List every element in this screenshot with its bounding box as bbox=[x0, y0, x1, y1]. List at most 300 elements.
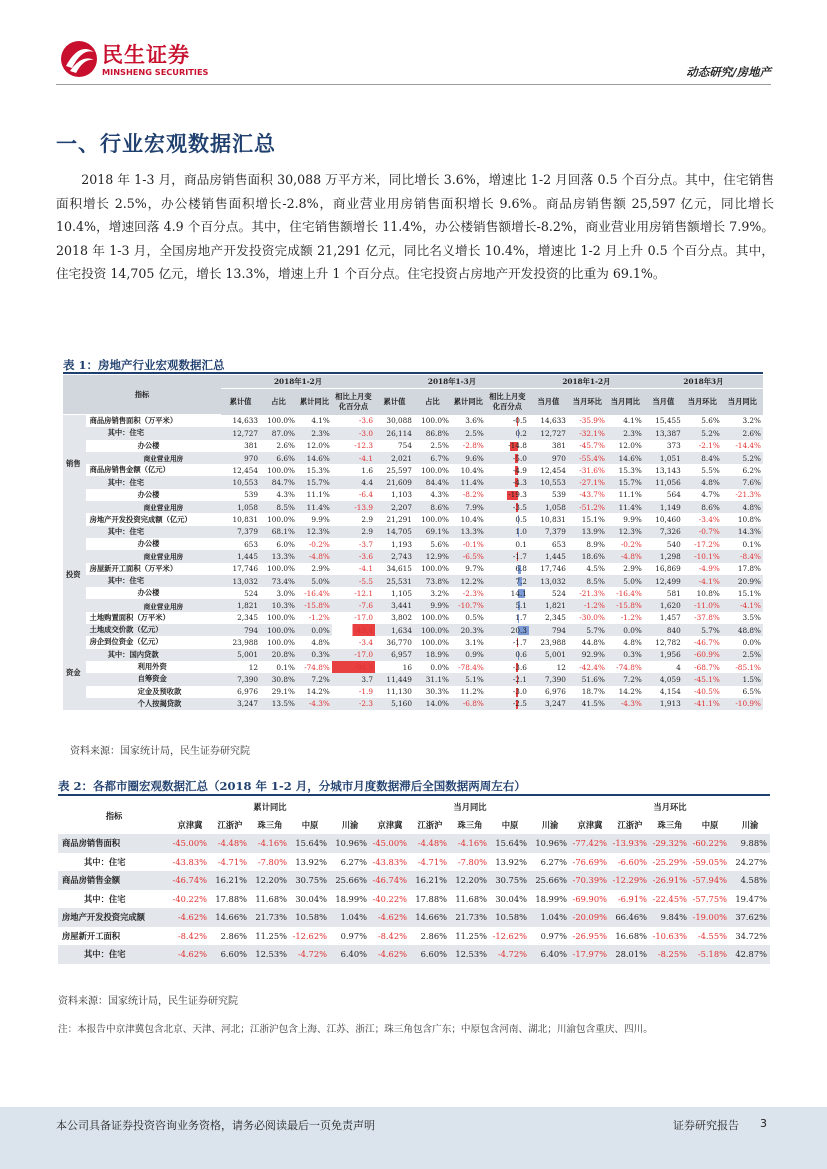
company-logo bbox=[58, 38, 218, 82]
table1-cell: -0.2% bbox=[620, 539, 642, 549]
table1-subheader: 占比 bbox=[260, 389, 297, 415]
table2-cell: -20.09% bbox=[570, 908, 610, 927]
table2-cell: -4.62% bbox=[170, 945, 210, 964]
table1-cell: 6.2% bbox=[742, 465, 761, 475]
table2-cell: 37.62% bbox=[730, 908, 770, 927]
table1-cell: 2,743 bbox=[375, 550, 414, 562]
table1-cell bbox=[486, 575, 529, 587]
table1-cell: 3,247 bbox=[529, 698, 568, 710]
table1-cell: 9.9% bbox=[414, 599, 451, 611]
table1-cell: -7.6 bbox=[332, 599, 375, 611]
intro-paragraph bbox=[56, 168, 774, 286]
table1-cell: 9.9% bbox=[623, 515, 642, 525]
table2-cell: -45.00% bbox=[370, 834, 410, 853]
table1-row-label: 办公楼 bbox=[137, 440, 160, 450]
table1-cell: 48.8% bbox=[722, 624, 763, 636]
table1-cell: 100.0% bbox=[267, 564, 295, 574]
table1-cell: 5.6% bbox=[701, 416, 720, 426]
table2-cell: 16.21% bbox=[210, 871, 250, 890]
table1-cell: 7.9% bbox=[451, 501, 486, 513]
table2-cell: -7.80% bbox=[257, 856, 287, 867]
table1-cell: -16.4% bbox=[616, 588, 642, 598]
table2-cell: 4.58% bbox=[730, 871, 770, 890]
table2-cell: 30.04% bbox=[495, 893, 527, 904]
table1-cell bbox=[486, 427, 529, 439]
table1-cell: 5.0% bbox=[297, 575, 332, 587]
table1-cell: 7,326 bbox=[644, 526, 683, 538]
table1-cell: 10,553 bbox=[529, 476, 568, 488]
table2-cell: 0.97% bbox=[340, 930, 367, 941]
table1-cell bbox=[486, 599, 529, 611]
table1-cell: 10.8% bbox=[737, 515, 761, 525]
table1-cell: 30.3% bbox=[425, 687, 449, 697]
table1-cell: -13.9 bbox=[332, 501, 375, 513]
table1-cell: -3.4% bbox=[698, 515, 720, 525]
table1-cell: 15.3% bbox=[306, 465, 330, 475]
table1-cell: 100.0% bbox=[421, 465, 449, 475]
table1-cell: 1,051 bbox=[644, 452, 683, 464]
table1-cell: -3.4 bbox=[358, 637, 373, 647]
table1-cell: -85.1% bbox=[735, 662, 761, 672]
table2-cell: -8.42% bbox=[177, 930, 207, 941]
table1-cell: -31.6% bbox=[579, 465, 605, 475]
table1-cell: 100.0% bbox=[267, 613, 295, 623]
table1-cell: 20.3% bbox=[451, 624, 486, 636]
table1-row-label: 房企到位资金（亿元） bbox=[89, 637, 163, 647]
table1-cell: -45.7% bbox=[579, 441, 605, 451]
table2-cell: -40.22% bbox=[172, 893, 207, 904]
table2-region-header: 中原 bbox=[490, 816, 530, 834]
table1-cell: 13,143 bbox=[655, 465, 681, 475]
table1-cell: 84.4% bbox=[414, 476, 451, 488]
table1-cell: 4.8% bbox=[722, 501, 763, 513]
table2-source: 资料来源：国家统计局，民生证券研究院 bbox=[58, 996, 238, 1007]
table1-cell: 4.4 bbox=[332, 476, 375, 488]
table2-cell: -6.60% bbox=[617, 856, 647, 867]
table1-cell: 13,032 bbox=[529, 575, 568, 587]
table-row bbox=[63, 513, 763, 525]
table1-cell: 2.9 bbox=[361, 515, 373, 525]
table1-cell: 4.1% bbox=[311, 416, 330, 426]
table2-row-label: 其中：住宅 bbox=[58, 945, 170, 964]
table-row bbox=[63, 649, 763, 661]
table2-cell: 6.40% bbox=[530, 945, 570, 964]
intro-text: 2018 年 1-3 月，商品房销售面积 30,088 万平方米，同比增长 3.6%，增速比 1-2 月回落 0.5 个百分点。其中，住宅销售面积增长 2.5%，办公楼销售面积增长-2.8%，商业营业用房销售面积增长 9.6%。商品房销售额 25,597 亿元，同比增长 10.4%，增速回落 4.9 个百分点。其中，住宅销售额增长 11.4%，办公楼销售额增长-8.2%，商业营业用房销售额增长 7.9%。2018 年 1-3 月，全国房地产开发投资完成额 21,291 亿元，同比名义增长 10.4%，增速比 1-2 月上升 0.5 个百分点。其中，住宅投资 14,705 亿元，增长 13.3%，增速上升 1 个百分点。住宅投资占房地产开发投资的比重为 69.1%。 bbox=[56, 172, 774, 282]
table-row bbox=[58, 945, 770, 964]
table2-cell: -12.29% bbox=[610, 871, 650, 890]
table2-cell: -10.63% bbox=[652, 930, 687, 941]
table2-cell: 14.66% bbox=[410, 908, 450, 927]
table1-cell: 12.0% bbox=[306, 441, 330, 451]
table1-cell: 100.0% bbox=[267, 515, 295, 525]
table2-cell: -12.62% bbox=[492, 930, 527, 941]
table1-cell: 1.6 bbox=[361, 465, 373, 475]
section-title: 一、行业宏观数据汇总 bbox=[56, 131, 276, 156]
table1-cell: -2.3 bbox=[332, 698, 375, 710]
table1-caption: 表 1：房地产行业宏观数据汇总 bbox=[63, 358, 225, 372]
table2-cell: -6.91% bbox=[617, 893, 647, 904]
table2-region-header: 江浙沪 bbox=[210, 816, 250, 834]
delta-value: 5.1 bbox=[515, 601, 527, 611]
table1-cell: -1.9 bbox=[358, 687, 373, 697]
table2-row-label: 商品房销售面积 bbox=[58, 834, 170, 853]
table1-cell: -17.0 bbox=[354, 613, 373, 623]
table1-cell: 754 bbox=[398, 441, 412, 451]
table1-cell: 36,770 bbox=[386, 637, 412, 647]
table1-row-label: 其中：国内贷款 bbox=[86, 649, 221, 661]
table1-cell: -8.4% bbox=[722, 550, 763, 562]
table1-cell: 7,379 bbox=[529, 526, 568, 538]
table1-cell: 2.5% bbox=[430, 441, 449, 451]
table1-cell: 6,976 bbox=[545, 687, 566, 697]
table1-cell: 15.7% bbox=[607, 476, 644, 488]
table1-cell bbox=[486, 538, 529, 550]
table1-cell: 794 bbox=[529, 624, 568, 636]
table-row bbox=[58, 871, 770, 890]
table1-subheader: 相比上月变化百分点 bbox=[332, 389, 375, 415]
table1-row-label: 个人按揭贷款 bbox=[86, 698, 221, 710]
table1-cell: 6,976 bbox=[237, 687, 259, 697]
table1-cell: 8.6% bbox=[683, 501, 722, 513]
table1-cell: 13,032 bbox=[221, 575, 260, 587]
table1-cell: -41.1% bbox=[683, 698, 722, 710]
table1-cell: -5.5 bbox=[332, 575, 375, 587]
table1-row-label: 其中：住宅 bbox=[86, 575, 221, 587]
table1-cell: 16 bbox=[402, 662, 412, 672]
table1-cell: 1.5% bbox=[722, 673, 763, 685]
table1-cell: 10,460 bbox=[655, 515, 681, 525]
table1-cell: -1.2% bbox=[308, 613, 330, 623]
table1-cell: 1,634 bbox=[375, 624, 414, 636]
table2-cell: 10.58% bbox=[290, 908, 330, 927]
table1-cell: 5,001 bbox=[221, 649, 260, 661]
delta-value: 0.6 bbox=[515, 650, 527, 660]
table1-cell: 5.2% bbox=[722, 452, 763, 464]
table1-cell: 11.4% bbox=[451, 476, 486, 488]
table1-period-header: 2018年1-2月 bbox=[221, 375, 375, 389]
table1-cell: 7.2% bbox=[297, 673, 332, 685]
delta-value: -3.5 bbox=[512, 502, 527, 512]
delta-value: -2.5 bbox=[512, 699, 527, 709]
delta-value: 7.2 bbox=[515, 576, 527, 586]
table1-cell: 12.9% bbox=[414, 550, 451, 562]
footer-disclaimer: 本公司具备证券投资咨询业务资格，请务必阅读最后一页免责声明 bbox=[56, 1119, 375, 1132]
table2-cell: -29.32% bbox=[650, 834, 690, 853]
table2-note: 注：本报告中京津冀包含北京、天津、河北；江浙沪包含上海、江苏、浙江；珠三角包含广东；中原包含河南、湖北；川渝包含重庆、四川。 bbox=[58, 1024, 653, 1035]
table2-period-header: 累计同比 bbox=[170, 798, 370, 816]
table1-cell: 2.5% bbox=[722, 649, 763, 661]
table1-cell: 14.0% bbox=[414, 698, 451, 710]
table2-cell: 11.25% bbox=[255, 930, 287, 941]
table1-cell: 21,609 bbox=[375, 476, 414, 488]
table1-period-header: 2018年3月 bbox=[644, 375, 763, 389]
table1-cell: 4.5% bbox=[586, 564, 605, 574]
delta-value: -0.5 bbox=[512, 416, 527, 426]
table1-cell: 10,831 bbox=[540, 515, 566, 525]
table1-cell: 6,957 bbox=[375, 649, 414, 661]
table1-cell: 12 bbox=[556, 662, 566, 672]
table1-cell: 20.9% bbox=[722, 575, 763, 587]
table1-cell: 13.9% bbox=[568, 526, 607, 538]
table-row bbox=[63, 452, 763, 464]
table1-cell: -32.1% bbox=[568, 427, 607, 439]
table1-cell: 2.9% bbox=[623, 564, 642, 574]
table1-cell bbox=[486, 513, 529, 525]
table2-region-header: 中原 bbox=[290, 816, 330, 834]
table1-cell: 14,633 bbox=[232, 416, 259, 426]
delta-value: -5.0 bbox=[512, 453, 527, 463]
table1-cell: -1.2% bbox=[620, 613, 642, 623]
table2-cell: 2.86% bbox=[220, 930, 247, 941]
table1-cell: 1,956 bbox=[644, 649, 683, 661]
table1-cell: -15.8% bbox=[297, 599, 332, 611]
table1-cell: 41.5% bbox=[568, 698, 607, 710]
table1-row-label: 其中：住宅 bbox=[86, 526, 221, 538]
table1-cell: 100.0% bbox=[421, 637, 449, 647]
table1-row-label: 土地成交价款（亿元） bbox=[86, 624, 221, 636]
table1-cell: 8.4% bbox=[683, 452, 722, 464]
table1-cell: 17.8% bbox=[737, 564, 761, 574]
table2-cell: 11.25% bbox=[455, 930, 487, 941]
table2-cell: -12.62% bbox=[292, 930, 327, 941]
table1-cell: 11.4% bbox=[607, 501, 644, 513]
table1-subheader: 当月值 bbox=[529, 389, 568, 415]
table1-cell: 1,913 bbox=[644, 698, 683, 710]
table2-cell: -22.45% bbox=[652, 893, 687, 904]
table1-cell: 539 bbox=[551, 490, 566, 500]
table1-cell: 4,059 bbox=[644, 673, 683, 685]
table2-cell: 15.64% bbox=[290, 834, 330, 853]
table1-cell: -74.8% bbox=[616, 662, 642, 672]
table2-period-header: 当月环比 bbox=[570, 798, 770, 816]
table-row bbox=[63, 686, 763, 698]
delta-value: 14.1 bbox=[510, 588, 527, 598]
table1-cell: 31.1% bbox=[414, 673, 451, 685]
table1-cell: -60.9% bbox=[683, 649, 722, 661]
table1-cell: -37.8% bbox=[694, 613, 720, 623]
table1-cell: 4,154 bbox=[659, 687, 681, 697]
table2-cell: -45.00% bbox=[170, 834, 210, 853]
table1-cell: 13.3% bbox=[451, 526, 486, 538]
table1-cell: 1,058 bbox=[221, 501, 260, 513]
table1-cell: 653 bbox=[244, 539, 259, 549]
table1-cell: 13.3% bbox=[260, 550, 297, 562]
table1-cell: -6.4 bbox=[358, 490, 373, 500]
table2-cell: 21.73% bbox=[250, 908, 290, 927]
table1-subheader: 当月环比 bbox=[683, 389, 722, 415]
table1-cell: 0.0% bbox=[607, 624, 644, 636]
table1-cell: 4.7% bbox=[701, 490, 720, 500]
table1-cell: 3,802 bbox=[391, 613, 412, 623]
table1-cell: 100.0% bbox=[421, 515, 449, 525]
table1-cell: -12.1 bbox=[354, 588, 373, 598]
table1-cell: 21,291 bbox=[386, 515, 412, 525]
table1-cell: 68.1% bbox=[260, 526, 297, 538]
table1-cell: 0.3% bbox=[607, 649, 644, 661]
table1-cell: -74.8% bbox=[304, 662, 330, 672]
table1-cell: -6.5% bbox=[451, 550, 486, 562]
table1-cell bbox=[486, 636, 529, 648]
table1-cell bbox=[486, 661, 529, 673]
table1-cell: 5,001 bbox=[529, 649, 568, 661]
table1-cell: 524 bbox=[551, 588, 566, 598]
table1-cell: 11,130 bbox=[386, 687, 412, 697]
table1-row-label: 商业营业用房 bbox=[86, 452, 221, 464]
table1-cell: -40.5% bbox=[694, 687, 720, 697]
table1-cell: 14.2% bbox=[618, 687, 642, 697]
table1-cell: 0.1% bbox=[742, 539, 761, 549]
table1-cell: 4.3% bbox=[430, 490, 449, 500]
table1-cell: 11.1% bbox=[306, 490, 330, 500]
table-row bbox=[63, 464, 763, 476]
table1-cell bbox=[486, 624, 529, 636]
table1-cell: 100.0% bbox=[421, 613, 449, 623]
table2-cell: -13.93% bbox=[610, 834, 650, 853]
table1-cell: -4.1% bbox=[683, 575, 722, 587]
table1-cell: -4.9% bbox=[698, 564, 720, 574]
table1-cell: 9.6% bbox=[451, 452, 486, 464]
table1-cell: 15.3% bbox=[618, 465, 642, 475]
delta-value: -3.6 bbox=[512, 662, 527, 672]
table1-cell: 3.7 bbox=[332, 673, 375, 685]
table1-cell bbox=[486, 526, 529, 538]
table1-period-header: 2018年1-2月 bbox=[529, 375, 644, 389]
table1-row-label: 房屋新开工面积（万平米） bbox=[89, 563, 178, 573]
table1-cell: -0.7% bbox=[683, 526, 722, 538]
table1-cell: -0.2% bbox=[308, 539, 330, 549]
table1-cell: 2,207 bbox=[375, 501, 414, 513]
table1-cell: 10,553 bbox=[221, 476, 260, 488]
table1-cell bbox=[486, 698, 529, 710]
table2-cell: -57.75% bbox=[692, 893, 727, 904]
table1-cell: 11,056 bbox=[644, 476, 683, 488]
table2-cell: -19.00% bbox=[690, 908, 730, 927]
table1-cell: -4.1 bbox=[332, 452, 375, 464]
table1-cell: 11.2% bbox=[460, 687, 484, 697]
table2-cell: 15.64% bbox=[490, 834, 530, 853]
table1-cell: 1,445 bbox=[221, 550, 260, 562]
table2-row-label: 其中：住宅 bbox=[84, 893, 126, 904]
table-row bbox=[63, 550, 763, 562]
table1-subheader: 相比上月变化百分点 bbox=[486, 389, 529, 415]
table2-cell: 30.75% bbox=[490, 871, 530, 890]
table1-cell bbox=[486, 673, 529, 685]
table1-cell: 1,821 bbox=[529, 599, 568, 611]
table-row bbox=[63, 587, 763, 599]
table1-cell: 10.4% bbox=[460, 465, 484, 475]
table1-cell: 10.4% bbox=[460, 515, 484, 525]
table-row bbox=[63, 440, 763, 452]
table2-cell: -4.72% bbox=[290, 945, 330, 964]
table1-cell bbox=[486, 415, 529, 428]
table2-cell: -77.42% bbox=[570, 834, 610, 853]
table1-cell: 12.3% bbox=[607, 526, 644, 538]
table1-cell: -21.3% bbox=[579, 588, 605, 598]
table2-cell: -4.62% bbox=[370, 945, 410, 964]
table1-cell: -10.1% bbox=[683, 550, 722, 562]
page-number: 3 bbox=[760, 1117, 767, 1130]
table1-cell: 34,615 bbox=[386, 564, 412, 574]
table1-cell: -27.1% bbox=[568, 476, 607, 488]
table1-cell: 9.7% bbox=[465, 564, 484, 574]
table1-row-label: 其中：住宅 bbox=[86, 476, 221, 488]
table1-cell: 564 bbox=[666, 490, 681, 500]
table1-cell: 17,746 bbox=[232, 564, 259, 574]
table1-cell: 4.8% bbox=[311, 637, 330, 647]
table1-subheader: 当月同比 bbox=[722, 389, 763, 415]
table1-cell: 1,457 bbox=[659, 613, 681, 623]
table1-cell: 25,597 bbox=[386, 465, 412, 475]
table1-cell: -3.6 bbox=[332, 550, 375, 562]
table1-cell: 6.5% bbox=[742, 687, 761, 697]
table1-cell: -14.4% bbox=[735, 441, 761, 451]
table1-cell: 15,455 bbox=[655, 416, 681, 426]
table1-cell: 100.0% bbox=[421, 416, 449, 426]
table2-region-header: 川渝 bbox=[730, 816, 770, 834]
table2-cell: 6.27% bbox=[540, 856, 567, 867]
table1-cell: 44.8% bbox=[581, 637, 605, 647]
table1-cell: 15.1% bbox=[581, 515, 605, 525]
table1-cell: 14.6% bbox=[607, 452, 644, 464]
table1-cell: 4.3% bbox=[276, 490, 295, 500]
table2-cell: 17.88% bbox=[215, 893, 247, 904]
table2-cell: 25.66% bbox=[530, 871, 570, 890]
table1-cell: 3.6% bbox=[465, 416, 484, 426]
table1-cell bbox=[486, 489, 529, 501]
delta-value: -14.8 bbox=[508, 441, 527, 451]
table2-period-header: 当月同比 bbox=[370, 798, 570, 816]
table2-region-header: 京津冀 bbox=[570, 816, 610, 834]
delta-value: -2.1 bbox=[512, 674, 527, 684]
table1-cell: -0.1% bbox=[462, 539, 484, 549]
table1-cell: 3.2% bbox=[430, 588, 449, 598]
table2-cell: 12.20% bbox=[250, 871, 290, 890]
table1-cell: -11.0% bbox=[683, 599, 722, 611]
table2-cell: 0.97% bbox=[540, 930, 567, 941]
table2-region-header: 珠三角 bbox=[450, 816, 490, 834]
table1-cell: 20.8% bbox=[260, 649, 297, 661]
table-row bbox=[63, 489, 763, 501]
table1-cell: -35.9% bbox=[579, 416, 605, 426]
table1-cell: 7.2% bbox=[607, 673, 644, 685]
table1-cell bbox=[486, 686, 529, 698]
table1-cell: 5.7% bbox=[683, 624, 722, 636]
table1-cell: 5.5% bbox=[701, 465, 720, 475]
table1-cell: 14,633 bbox=[540, 416, 566, 426]
table1-row-label: 办公楼 bbox=[137, 489, 160, 499]
table1-cell: -4.3% bbox=[607, 698, 644, 710]
table1-cell: 12.0% bbox=[618, 441, 642, 451]
table1-cell: 4.8% bbox=[623, 637, 642, 647]
table1-cell bbox=[486, 612, 529, 624]
table2-row-label: 房地产开发投资完成额 bbox=[58, 908, 170, 927]
table2-cell: 16.68% bbox=[615, 930, 647, 941]
table2-cell: 6.60% bbox=[210, 945, 250, 964]
logo-en: MINSHENG SECURITIES bbox=[102, 67, 209, 77]
table1-cell: 12,454 bbox=[232, 465, 259, 475]
table1-cell: 18.6% bbox=[568, 550, 607, 562]
table1-source: 资料来源：国家统计局，民生证券研究院 bbox=[70, 746, 250, 757]
table1-row-label: 办公楼 bbox=[137, 588, 160, 598]
table2-cell: -4.71% bbox=[417, 856, 447, 867]
table2-cell: 24.27% bbox=[735, 856, 767, 867]
table1-cell: 1,620 bbox=[644, 599, 683, 611]
table1-indicator-header: 指标 bbox=[63, 375, 221, 415]
table1-cell: -2.8% bbox=[462, 441, 484, 451]
table1-cell: 540 bbox=[666, 539, 681, 549]
table1-cell: 23,988 bbox=[540, 637, 566, 647]
table1-cell: -3.0 bbox=[332, 427, 375, 439]
